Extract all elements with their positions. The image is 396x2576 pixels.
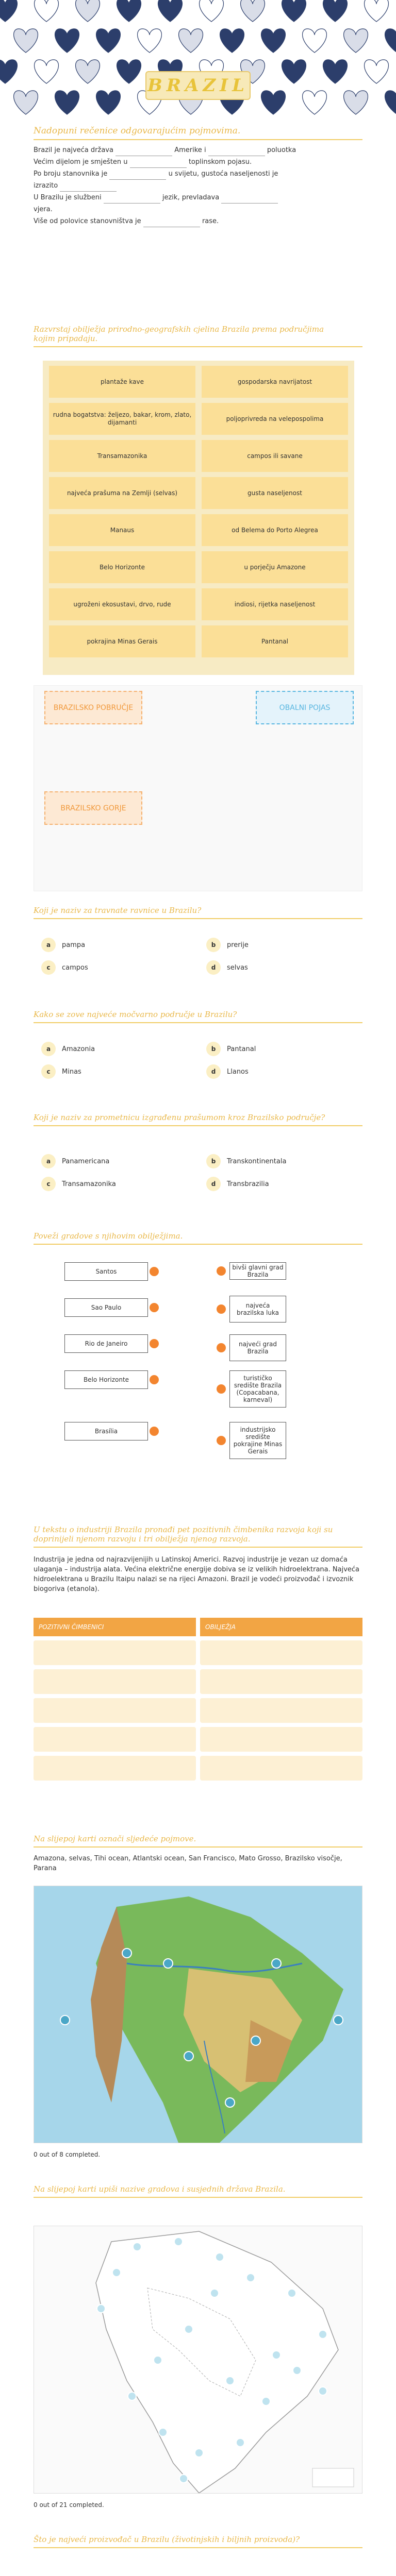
blank-input[interactable] xyxy=(208,149,265,156)
match-left-item[interactable]: Santos xyxy=(64,1262,148,1281)
question-8 xyxy=(34,1834,362,1873)
sentence-fragment: toplinskom pojasu. xyxy=(188,158,252,166)
option-text: Transbrazilia xyxy=(227,1180,269,1188)
map-pin[interactable] xyxy=(179,2475,188,2483)
map-pin[interactable] xyxy=(159,2428,167,2436)
sentence-fragment: Po broju stanovnika je xyxy=(34,170,110,178)
sentence-fragment: U Brazilu je službeni xyxy=(34,194,104,201)
blank-input[interactable] xyxy=(60,184,117,192)
question-4 xyxy=(34,1010,362,1023)
question-1-title: Nadopuni rečenice odgovarajućim pojmovima. xyxy=(34,126,241,136)
map-pin[interactable] xyxy=(185,2325,193,2333)
title-badge xyxy=(145,71,251,100)
drag-item-row xyxy=(49,366,348,398)
drag-item-row xyxy=(49,403,348,435)
drop-cell[interactable] xyxy=(34,1727,196,1752)
blank-map[interactable] xyxy=(34,2226,362,2494)
sentence-fragment: Amerike i xyxy=(174,146,208,154)
drop-cell[interactable] xyxy=(200,1698,362,1723)
sentence-fragment: u svijetu, gustoća naseljenosti je xyxy=(168,170,278,178)
map-pin[interactable] xyxy=(319,2387,327,2395)
drop-cell[interactable] xyxy=(34,1640,196,1665)
map-pin[interactable] xyxy=(122,1948,131,1958)
answer-option-b[interactable] xyxy=(206,1154,286,1168)
map-pin[interactable] xyxy=(272,2351,280,2359)
fill-in-line xyxy=(34,168,362,180)
match-right-item[interactable]: najveća brazilska luka xyxy=(229,1296,286,1323)
connector-dot[interactable] xyxy=(217,1436,226,1445)
drop-cell[interactable] xyxy=(200,1640,362,1665)
divider xyxy=(34,1244,362,1245)
draggable-card[interactable]: poljoprivreda na velepospolima xyxy=(202,403,348,435)
sentence-fragment: poluotka xyxy=(267,146,296,154)
drop-zone-label: BRAZILSKO GORJE xyxy=(60,804,126,812)
draggable-card[interactable]: ugroženi ekosustavi, drvo, rude xyxy=(49,588,195,620)
question-5 xyxy=(34,1113,362,1126)
option-letter: b xyxy=(206,1042,221,1056)
map-pin[interactable] xyxy=(334,2015,343,2025)
question-4-title: Kako se zove najveće močvarno područje u Brazilu? xyxy=(34,1010,237,1019)
sentence-fragment: vjera. xyxy=(34,206,53,213)
map-pin[interactable] xyxy=(226,2377,234,2385)
option-letter: c xyxy=(41,960,56,975)
sentence-fragment: Više od polovice stanovništva je xyxy=(34,217,143,225)
option-letter: a xyxy=(41,1042,56,1056)
table-row xyxy=(34,1756,362,1781)
answer-option-c[interactable] xyxy=(41,1177,116,1191)
map-pin[interactable] xyxy=(174,2238,183,2246)
fill-in-line xyxy=(34,144,362,156)
option-text: campos xyxy=(62,963,88,972)
table-row xyxy=(34,1669,362,1694)
match-right-item[interactable]: industrijsko središte pokrajine Minas Gerais xyxy=(229,1422,286,1459)
draggable-card[interactable]: Belo Horizonte xyxy=(49,551,195,583)
option-text: Minas xyxy=(62,1067,81,1076)
map-pin[interactable] xyxy=(262,2397,270,2405)
draggable-card[interactable]: najveća prašuma na Zemlji (selvas) xyxy=(49,477,195,509)
draggable-card[interactable]: rudna bogatstva: željezo, bakar, krom, zlato, dijamanti xyxy=(49,403,195,435)
draggable-card[interactable]: gusta naseljenost xyxy=(202,477,348,509)
blank-input[interactable] xyxy=(130,161,187,168)
option-letter: b xyxy=(206,1154,221,1168)
divider xyxy=(34,1022,362,1023)
table-row xyxy=(34,1640,362,1665)
question-2-title: Razvrstaj obilježja prirodno-geografskih cjelina Brazila prema područjima kojim pripadaju. xyxy=(34,325,324,343)
map-pin[interactable] xyxy=(288,2289,296,2297)
draggable-card[interactable]: plantaže kave xyxy=(49,366,195,398)
option-text: Llanos xyxy=(227,1067,249,1076)
map-pin[interactable] xyxy=(246,2274,255,2282)
option-letter: c xyxy=(41,1064,56,1079)
draggable-card[interactable]: Pantanal xyxy=(202,625,348,657)
connector-dot[interactable] xyxy=(217,1343,226,1352)
question-1 xyxy=(34,126,362,227)
divider xyxy=(34,139,362,140)
match-left-item[interactable]: Belo Horizonte xyxy=(64,1370,148,1389)
answer-option-c[interactable] xyxy=(41,960,88,975)
answer-option-d[interactable] xyxy=(206,1064,249,1079)
answer-option-d[interactable] xyxy=(206,1177,269,1191)
map-pin[interactable] xyxy=(293,2366,301,2375)
drag-item-row xyxy=(49,625,348,657)
blank-input[interactable] xyxy=(143,220,200,227)
divider xyxy=(34,346,362,347)
drag-item-row xyxy=(49,551,348,583)
answer-option-b[interactable] xyxy=(206,1042,256,1056)
fill-in-line xyxy=(34,180,362,192)
question-3-title: Koji je naziv za travnate ravnice u Brazilu? xyxy=(34,906,202,915)
fill-in-line xyxy=(34,192,362,204)
sentence-fragment: izrazito xyxy=(34,182,60,190)
drop-zone-brazilian-region[interactable] xyxy=(44,691,142,724)
sentence-fragment: rase. xyxy=(202,217,219,225)
physical-map[interactable] xyxy=(34,1886,362,2143)
answer-option-b[interactable] xyxy=(206,938,249,952)
question-7 xyxy=(34,1525,362,1594)
map-pin[interactable] xyxy=(97,2304,105,2313)
question-9-title: Na slijepoj karti upiši nazive gradova i susjednih država Brazila. xyxy=(34,2184,286,2194)
drop-zone-coastal[interactable] xyxy=(256,691,354,724)
blank-input[interactable] xyxy=(116,149,172,156)
map-pin[interactable] xyxy=(112,2268,121,2277)
option-text: prerije xyxy=(227,941,249,949)
answer-option-c[interactable] xyxy=(41,1064,81,1079)
option-letter: d xyxy=(206,960,221,975)
option-letter: d xyxy=(206,1064,221,1079)
map-1-counter: 0 out of 8 completed. xyxy=(34,2151,101,2158)
draggable-card[interactable]: campos ili savane xyxy=(202,440,348,472)
drag-item-row xyxy=(49,588,348,620)
map-pin[interactable] xyxy=(225,2098,235,2107)
fill-in-line xyxy=(34,156,362,168)
map-pin[interactable] xyxy=(272,1959,281,1968)
terms-list: Amazona, selvas, Tihi ocean, Atlantski ocean, San Francisco, Mato Grosso, Brazilsko visočje, Parana xyxy=(34,1855,342,1872)
option-letter: a xyxy=(41,938,56,952)
draggable-card[interactable]: indiosi, rijetka naseljenost xyxy=(202,588,348,620)
map-pin[interactable] xyxy=(133,2243,141,2251)
match-right-item[interactable]: turističko središte Brazila (Copacabana, karneval) xyxy=(229,1370,286,1408)
heart-pattern-header xyxy=(0,0,396,118)
draggable-card[interactable]: gospodarska navrijatost xyxy=(202,366,348,398)
question-10-title: Što je najveći proizvođač u Brazilu (životinjskih i biljnih proizvoda)? xyxy=(34,2535,300,2544)
question-9 xyxy=(34,2184,362,2198)
connector-dot[interactable] xyxy=(150,1303,159,1312)
drop-zone-label: OBALNI POJAS xyxy=(279,703,331,712)
table-row xyxy=(34,1698,362,1723)
map-pin[interactable] xyxy=(216,2253,224,2261)
drop-cell[interactable] xyxy=(34,1669,196,1694)
connector-dot[interactable] xyxy=(217,1304,226,1314)
answer-option-a[interactable] xyxy=(41,1154,109,1168)
drop-zone-area xyxy=(34,685,362,891)
map-pin[interactable] xyxy=(163,1959,173,1968)
match-right-item[interactable]: najveći grad Brazila xyxy=(229,1334,286,1361)
table-row xyxy=(34,1727,362,1752)
fill-in-line xyxy=(34,204,362,215)
answer-option-a[interactable] xyxy=(41,1042,95,1056)
map-2-counter: 0 out of 21 completed. xyxy=(34,2501,104,2509)
connector-dot[interactable] xyxy=(150,1427,159,1436)
question-8-title: Na slijepoj karti označi sljedeće pojmove. xyxy=(34,1834,196,1843)
divider xyxy=(34,2547,362,2548)
answer-option-a[interactable] xyxy=(41,938,85,952)
match-left-item[interactable]: Sao Paulo xyxy=(64,1298,148,1317)
column-header: POZITIVNI ČIMBENICI xyxy=(34,1618,196,1636)
south-america-physical-map xyxy=(34,1886,362,2143)
question-7-title: U tekstu o industriji Brazila pronađi pet pozitivnih čimbenika razvoja koji su doprinijeli njenom razvoju i tri obilježja njenog razvoja. xyxy=(34,1525,333,1544)
connector-dot[interactable] xyxy=(150,1267,159,1276)
divider xyxy=(34,1125,362,1126)
connector-dot[interactable] xyxy=(217,1384,226,1394)
south-america-blank-map xyxy=(34,2226,362,2493)
drag-item-row xyxy=(49,514,348,546)
option-letter: c xyxy=(41,1177,56,1191)
draggable-card[interactable]: u porječju Amazone xyxy=(202,551,348,583)
option-letter: b xyxy=(206,938,221,952)
drop-cell[interactable] xyxy=(34,1756,196,1781)
drag-items-area xyxy=(43,361,354,675)
column-header: OBILJEŽJA xyxy=(200,1618,362,1636)
divider xyxy=(34,1846,362,1848)
drag-item-row xyxy=(49,440,348,472)
question-6 xyxy=(34,1231,362,1245)
sentence-fragment: Brazil je najveća država xyxy=(34,146,116,154)
drop-zone-highlands[interactable] xyxy=(44,791,142,825)
map-pin[interactable] xyxy=(60,2015,70,2025)
draggable-card[interactable]: pokrajina Minas Gerais xyxy=(49,625,195,657)
map-pin[interactable] xyxy=(319,2330,327,2338)
question-5-title: Koji je naziv za prometnicu izgrađenu prašumom kroz Brazilsko područje? xyxy=(34,1113,325,1122)
option-letter: a xyxy=(41,1154,56,1168)
option-text: Transkontinentala xyxy=(227,1157,287,1165)
fill-in-text xyxy=(34,144,362,227)
draggable-card[interactable]: od Belema do Porto Alegrea xyxy=(202,514,348,546)
map-pin[interactable] xyxy=(195,2449,203,2457)
drop-zone-label: BRAZILSKO POBRUČJE xyxy=(53,703,134,712)
industry-text: Industrija je jedna od najrazvijenijih u Latinskoj Americi. Razvoj industrije je vezan uz domaća ulaganja – industrija alata. Većina električne energije dobiva se iz velikih hidroelektrana. Najveća hidroelektrana u Brazilu Itaipu nalazi se na rijeci Amazoni. Brazil je vodeći proizvođač i izvoznik biogoriva (etanola). xyxy=(34,1556,360,1593)
connector-dot[interactable] xyxy=(150,1375,159,1384)
connector-dot[interactable] xyxy=(217,1266,226,1276)
match-right-item[interactable]: bivši glavni grad Brazila xyxy=(229,1262,286,1280)
drag-item-row xyxy=(49,477,348,509)
fill-in-line xyxy=(34,215,362,227)
blank-input[interactable] xyxy=(221,196,278,204)
map-pin[interactable] xyxy=(184,2052,193,2061)
option-letter: d xyxy=(206,1177,221,1191)
drop-cell[interactable] xyxy=(200,1727,362,1752)
divider xyxy=(34,918,362,919)
option-text: pampa xyxy=(62,941,86,949)
connector-dot[interactable] xyxy=(150,1339,159,1348)
match-left-item[interactable]: Rio de Janeiro xyxy=(64,1334,148,1353)
question-6-title: Poveži gradove s njihovim obilježjima. xyxy=(34,1231,183,1241)
question-3 xyxy=(34,906,362,919)
option-text: Transamazonika xyxy=(62,1180,116,1188)
map-pin[interactable] xyxy=(154,2356,162,2364)
question-2 xyxy=(34,325,362,347)
drop-cell[interactable] xyxy=(34,1698,196,1723)
sentence-fragment: jezik, prevladava xyxy=(162,194,222,201)
classification-table xyxy=(34,1618,362,1781)
blank-input[interactable] xyxy=(104,196,160,204)
map-pin[interactable] xyxy=(251,2036,260,2045)
map-pin[interactable] xyxy=(210,2289,219,2297)
question-10 xyxy=(34,2535,362,2548)
match-left-item[interactable]: Brasília xyxy=(64,1422,148,1440)
option-text: Amazonia xyxy=(62,1045,95,1053)
option-text: Panamericana xyxy=(62,1157,110,1165)
draggable-card[interactable]: Transamazonika xyxy=(49,440,195,472)
map-pin[interactable] xyxy=(236,2438,244,2447)
draggable-card[interactable]: Manaus xyxy=(49,514,195,546)
blank-input[interactable] xyxy=(109,173,166,180)
drop-cell[interactable] xyxy=(200,1756,362,1781)
option-text: Pantanal xyxy=(227,1045,256,1053)
drop-cell[interactable] xyxy=(200,1669,362,1694)
map-pin[interactable] xyxy=(128,2392,136,2400)
sentence-fragment: Većim dijelom je smješten u xyxy=(34,158,130,166)
option-text: selvas xyxy=(227,963,248,972)
page-title: BRAZIL xyxy=(147,75,249,96)
divider xyxy=(34,2197,362,2198)
answer-option-d[interactable] xyxy=(206,960,248,975)
divider xyxy=(34,1547,362,1548)
